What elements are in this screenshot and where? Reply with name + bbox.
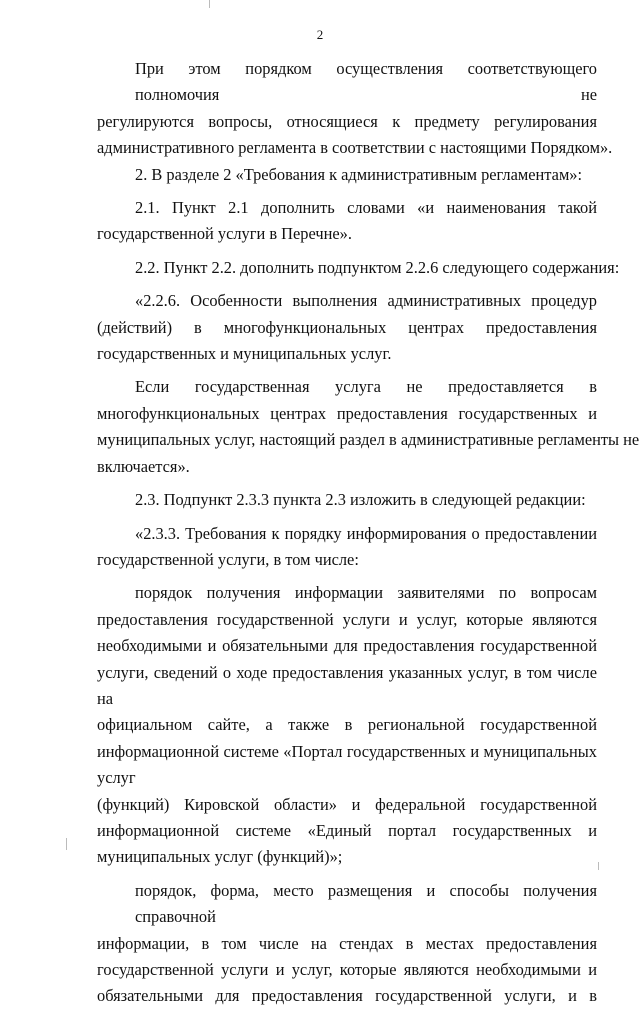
paragraph-2 (97, 162, 597, 188)
text-line: информации, в том числе на стендах в местах предоставления (97, 933, 597, 953)
paragraph-10 (97, 878, 597, 1010)
text-line: обязательными для предоставления государственной услуги, и в (97, 986, 597, 1006)
text-line: (функций) Кировской области» и федеральной государственной (97, 794, 597, 814)
text-line: государственной услуги в Перечне». (97, 224, 352, 244)
text-line: информационной системе «Единый портал государственных и (97, 820, 597, 840)
text-line: 2.3. Подпункт 2.3.3 пункта 2.3 изложить в следующей редакции: (135, 490, 586, 510)
paragraph-4 (97, 255, 620, 281)
paragraph-3 (97, 195, 597, 248)
text-line: порядок получения информации заявителями по вопросам (135, 583, 597, 603)
text-line: услуги, сведений о ходе предоставления указанных услуг, в том числе на (97, 662, 597, 708)
paragraph-9 (97, 580, 597, 870)
text-line: 2.1. Пункт 2.1 дополнить словами «и наименования такой (135, 198, 597, 218)
page-number: 2 (316, 27, 324, 42)
text-line: Если государственная услуга не предоставляется в (135, 377, 597, 397)
text-line: государственных и муниципальных услуг. (97, 344, 392, 364)
scan-artifact-line (598, 862, 599, 870)
text-line: регулируются вопросы, относящиеся к предмету регулирования (97, 111, 597, 131)
scan-artifact-line (209, 0, 210, 8)
paragraph-6 (97, 374, 640, 480)
paragraph-1 (97, 56, 613, 162)
text-line: (действий) в многофункциональных центрах предоставления (97, 317, 597, 337)
text-line: официальном сайте, а также в региональной государственной (97, 715, 597, 735)
text-line: включается». (97, 456, 190, 476)
text-line: «2.3.3. Требования к порядку информирования о предоставлении (135, 523, 597, 543)
text-line: муниципальных услуг, настоящий раздел в административные регламенты не (97, 430, 640, 450)
paragraph-8 (97, 521, 597, 574)
text-line: порядок, форма, место размещения и способы получения справочной (135, 880, 597, 927)
text-line: многофункциональных центрах предоставления государственных и (97, 403, 597, 423)
text-line: государственной услуги, в том числе: (97, 549, 359, 569)
text-line: «2.2.6. Особенности выполнения административных процедур (135, 291, 597, 311)
text-line: предоставления государственной услуги и услуг, которые являются (97, 609, 597, 629)
text-line: При этом порядком осуществления соответствующего полномочия не (135, 59, 597, 105)
paragraph-7 (97, 487, 597, 513)
text-line: информационной системе «Портал государственных и муниципальных услуг (97, 741, 597, 788)
text-line: необходимыми и обязательными для предоставления государственной (97, 636, 597, 656)
text-line: 2. В разделе 2 «Требования к административным регламентам»: (135, 164, 583, 184)
document-body (97, 56, 640, 1010)
text-line: государственной услуги и услуг, которые являются необходимыми и (97, 960, 597, 979)
paragraph-5 (97, 288, 597, 367)
scan-artifact-line (66, 838, 67, 850)
text-line: административного регламента в соответствии с настоящими Порядком». (97, 138, 613, 158)
text-line: муниципальных услуг (функций)»; (97, 847, 343, 867)
text-line: 2.2. Пункт 2.2. дополнить подпунктом 2.2.6 следующего содержания: (135, 257, 620, 277)
